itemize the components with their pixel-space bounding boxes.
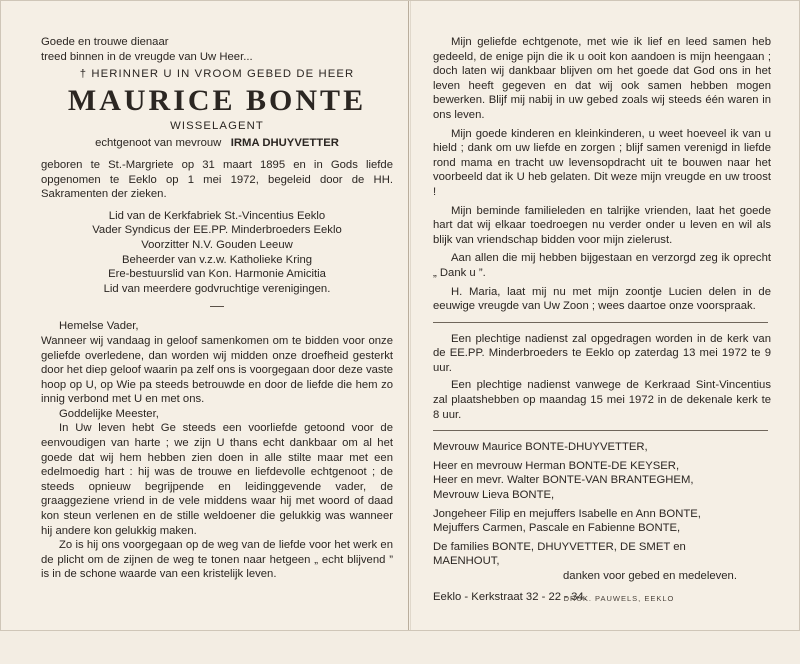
biography: geboren te St.-Margriete op 31 maart 1895 en in Gods liefde opgenomen te Eeklo op 1 mei 1972, begeleid door de HH. Sakramenten der zieken. [41,158,393,201]
divider-rule-1 [433,322,768,323]
remembrance-line: † HERINNER U IN VROOM GEBED DE HEER [79,68,355,81]
prayer-heading-1: Hemelse Vader, [59,320,139,333]
family-line: Heer en mevrouw Herman BONTE-DE KEYSER, [433,459,680,472]
thanks-line: danken voor gebed en medeleven. [563,570,737,582]
right-panel [433,1,771,664]
family-line: Mevrouw Lieva BONTE, [433,489,555,502]
family-line: Heer en mevr. Walter BONTE-VAN BRANTEGHEM, [433,474,694,487]
printer-credit: DRUK. PAUWELS, EEKLO [563,594,675,603]
prayer-text-1: Wanneer wij vandaag in geloof samenkomen om te bidden voor onze geliefde overledene, dan worden wij midden onze droefheid gesterkt door het diep geloof waarin pa zelf ons is voorgegaan door deze vaste hoop op U, op Wie pa steeds betrouwde en door de liefde die hem zo innig verbond met U en met ons. [41,334,393,406]
address: Eeklo - Kerkstraat 32 - 22 - 34. [433,590,587,603]
spouse-prefix: echtgenoot van mevrouw [95,137,222,150]
function-item: Lid van de Kerkfabriek St.-Vincentius Eeklo [108,209,326,222]
function-item: Beheerder van v.z.w. Katholieke Kring [121,253,313,266]
family-line: De families BONTE, DHUYVETTER, DE SMET en [433,540,686,553]
family-line: Mevrouw Maurice BONTE-DHUYVETTER, [433,441,648,454]
family-line: Mejuffers Carmen, Pascale en Fabienne BONTE, [433,522,681,535]
function-item: Voorzitter N.V. Gouden Leeuw [141,238,293,251]
functions-list [41,209,393,297]
function-item: Vader Syndicus der EE.PP. Minderbroeders Eeklo [92,224,342,237]
family-line: MAENHOUT, [433,555,500,568]
spouse-name: IRMA DHUYVETTER [230,137,339,150]
opening-line-1: Goede en trouwe dienaar [41,36,169,48]
prayer-text-2: In Uw leven hebt Ge steeds een voorliefde getoond voor de eenvoudigen van harte ; we zijn U thans echt dankbaar om al het goede dat wij hem hebben zien doen in alle stilte maar met een edelmoedig hart : hij was de trouwe en liefdevolle echtgenoot ; de steeds opnieuw begrijpende en leidinggevende vader, de graaggeziene vriend in de vele middens waar hij met woord of daad kon steun verlenen en de stille weldoener die gelukkig was wanneer hij andere kon gelukkig maken. [41,422,393,537]
family-list [433,440,771,583]
memorial-service-2: Een plechtige nadienst vanwege de Kerkraad Sint-Vincentius zal plaatshebben op maandag 15 mei 1972 in de dekenale kerk te 8 uur. [433,379,771,421]
function-item: Ere-bestuurslid van Kon. Harmonie Amicitia [108,268,326,281]
function-item: Lid van meerdere godvruchtige verenigingen. [103,282,331,295]
message-family: Mijn beminde familieleden en talrijke vrienden, laat het goede hart dat wij elkaar toedroegen nu verder onder u leven en wil als blijk van vriendschap bidden voor mijn zielerust. [433,204,771,246]
deceased-name: MAURICE BONTE [67,83,367,117]
message-thanks: Aan allen die mij hebben bijgestaan en verzorgd zeg ik oprecht „ Dank u ”. [433,252,771,279]
memorial-service-1: Een plechtige nadienst zal opgedragen worden in de kerk van de EE.PP. Minderbroeders te Eeklo op zaterdag 13 mei 1972 te 9 uur. [433,332,771,374]
opening-line-2: treed binnen in de vreugde van Uw Heer... [41,50,253,63]
center-fold-line [408,1,409,630]
prayer-text-3: Zo is hij ons voorgegaan op de weg van de liefde voor het werk en de plicht om de zijnen de weg te tonen naar hetgeen „ echt blijvend ” is in de schone waarde van een kristelijk leven. [41,539,393,581]
family-line: Jongeheer Filip en mejuffers Isabelle en Ann BONTE, [433,507,701,520]
divider-rule-2 [433,430,768,431]
left-panel [41,1,393,664]
profession: WISSELAGENT [170,119,264,132]
spouse-line [41,136,393,151]
message-children: Mijn goede kinderen en kleinkinderen, u weet hoeveel ik van u hield ; dank om uw liefde en zorgen ; blijf samen verenigd in liefde rond mama en tracht uw levensopdracht uit te bouwen naar het voorbeeld dat ik U heb gelaten. Dit weze mijn vreugde en uw troost ! [433,127,771,198]
section-dash [210,306,224,307]
message-spouse: Mijn geliefde echtgenote, met wie ik lief en leed samen heb gedeeld, de enige pijn die ik u ooit kon aandoen is mijn heengaan ; doch laten wij dankbaar blijven om het goede dat God ons in het leven heeft gegeven en dat wij ook samen hebben mogen bewerken. Blijf mij nabij in uw gebed zoals wij steeds één waren in ons leven. [433,36,771,121]
message-maria: H. Maria, laat mij nu met mijn zoontje Lucien delen in de eeuwige vreugde van Uw Zoon ; wees daartoe onze voorspraak. [433,285,771,313]
center-fold-highlight [410,1,411,630]
prayer-heading-2: Goddelijke Meester, [59,407,159,420]
